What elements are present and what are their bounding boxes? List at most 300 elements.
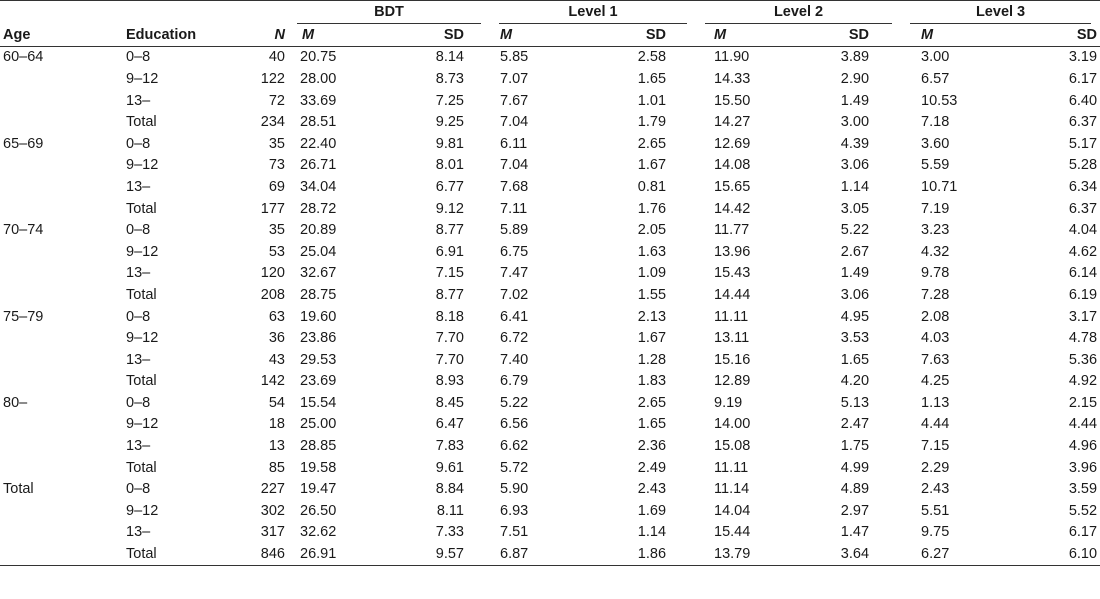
cell-level1-m: 5.22 xyxy=(500,394,529,411)
cell-education: 9–12 xyxy=(126,330,159,347)
cell-level1-m: 7.11 xyxy=(500,200,528,217)
cell-level2-sd: 2.90 xyxy=(840,70,870,87)
cell-level2-m: 14.42 xyxy=(714,200,751,217)
cell-age: Total xyxy=(3,481,34,498)
cell-bdt-sd: 9.12 xyxy=(435,200,464,217)
cell-level3-sd: 2.15 xyxy=(1068,394,1098,411)
cell-level2-m: 11.14 xyxy=(714,481,750,498)
cell-bdt-m: 28.51 xyxy=(300,114,337,131)
cell-level1-sd: 2.36 xyxy=(637,438,667,455)
cell-level2-m: 15.08 xyxy=(714,438,751,455)
cell-level1-sd: 0.81 xyxy=(637,178,667,195)
cell-level3-m: 2.08 xyxy=(921,308,950,325)
col-header-level3-m: M xyxy=(901,24,1001,46)
cell-age: 80– xyxy=(3,394,28,411)
table-row xyxy=(0,90,1100,112)
cell-bdt-m: 26.71 xyxy=(300,157,337,174)
cell-level1-sd: 2.58 xyxy=(637,49,667,66)
cell-level3-sd: 6.10 xyxy=(1001,543,1100,565)
cell-level1-sd: 2.65 xyxy=(637,394,667,411)
cell-level3-sd: 6.17 xyxy=(1068,70,1098,87)
cell-age xyxy=(0,457,110,479)
cell-age xyxy=(0,176,110,198)
cell-level2-m: 14.00 xyxy=(714,416,751,433)
cell-level2-m: 15.44 xyxy=(714,524,751,541)
cell-age xyxy=(0,327,110,349)
cell-bdt-sd: 9.57 xyxy=(390,543,490,565)
cell-level1-m: 6.79 xyxy=(500,373,529,390)
cell-level3-m: 9.75 xyxy=(921,524,950,541)
cell-level2-sd: 5.22 xyxy=(840,222,870,239)
cell-bdt-m: 23.86 xyxy=(300,330,337,347)
cell-bdt-sd: 8.01 xyxy=(435,157,464,174)
cell-n: 36 xyxy=(268,330,285,347)
cell-level3-sd: 4.78 xyxy=(1068,330,1098,347)
cell-level2-m: 12.69 xyxy=(714,135,751,152)
cell-level1-m: 6.87 xyxy=(490,543,590,565)
cell-level1-m: 7.68 xyxy=(500,178,529,195)
cell-n: 43 xyxy=(268,351,285,368)
cell-bdt-sd: 8.14 xyxy=(435,49,464,66)
cell-n: 234 xyxy=(260,114,285,131)
cell-education: 9–12 xyxy=(126,70,159,87)
cell-level3-sd: 6.17 xyxy=(1068,524,1098,541)
cell-bdt-m: 19.58 xyxy=(300,459,337,476)
cell-level1-m: 7.07 xyxy=(500,70,529,87)
cell-level2-m: 12.89 xyxy=(714,373,751,390)
cell-n: 302 xyxy=(260,502,285,519)
cell-level3-sd: 6.14 xyxy=(1068,265,1098,282)
cell-level1-sd: 1.28 xyxy=(637,351,667,368)
cell-level3-sd: 4.62 xyxy=(1068,243,1098,260)
table-row xyxy=(0,176,1100,198)
cell-level1-sd: 2.05 xyxy=(637,222,667,239)
cell-age xyxy=(0,414,110,436)
table-row xyxy=(0,392,1100,414)
group-header-row xyxy=(0,1,1100,25)
cell-level1-sd: 1.86 xyxy=(590,543,696,565)
cell-age xyxy=(0,435,110,457)
cell-bdt-m: 26.50 xyxy=(300,502,337,519)
cell-bdt-sd: 8.93 xyxy=(435,373,464,390)
cell-bdt-sd: 6.91 xyxy=(435,243,464,260)
cell-level3-m: 4.44 xyxy=(921,416,950,433)
cell-n: 63 xyxy=(268,308,285,325)
column-header-row xyxy=(0,24,1100,46)
cell-bdt-m: 23.69 xyxy=(300,373,337,390)
cell-bdt-sd: 7.70 xyxy=(435,351,464,368)
table-row xyxy=(0,414,1100,436)
cell-level2-m: 14.08 xyxy=(714,157,751,174)
cell-level1-m: 5.89 xyxy=(500,222,529,239)
cell-level2-m: 11.77 xyxy=(714,222,750,239)
table-row xyxy=(0,435,1100,457)
cell-level2-sd: 3.06 xyxy=(840,286,870,303)
cell-level1-m: 7.67 xyxy=(500,92,529,109)
cell-level2-m: 13.11 xyxy=(714,330,750,347)
table-row xyxy=(0,349,1100,371)
cell-level3-m: 10.71 xyxy=(921,178,958,195)
cell-level2-m: 13.79 xyxy=(696,543,796,565)
cell-level1-m: 7.40 xyxy=(500,351,529,368)
cell-level1-sd: 2.13 xyxy=(637,308,667,325)
cell-n: 40 xyxy=(268,49,285,66)
cell-bdt-m: 32.67 xyxy=(300,265,337,282)
col-header-level1-m: M xyxy=(490,24,590,46)
cell-level3-m: 9.78 xyxy=(921,265,950,282)
cell-level1-sd: 1.01 xyxy=(637,92,667,109)
cell-level1-m: 7.04 xyxy=(500,157,529,174)
cell-bdt-m: 28.75 xyxy=(300,286,337,303)
cell-level2-sd: 1.47 xyxy=(840,524,870,541)
cell-level2-sd: 1.49 xyxy=(840,265,870,282)
cell-bdt-m: 15.54 xyxy=(300,394,337,411)
cell-n: 122 xyxy=(260,70,285,87)
cell-level1-m: 5.90 xyxy=(500,481,529,498)
cell-level1-sd: 1.69 xyxy=(637,502,667,519)
cell-level1-sd: 1.63 xyxy=(637,243,667,260)
cell-level3-m: 7.15 xyxy=(921,438,950,455)
cell-bdt-sd: 6.77 xyxy=(435,178,464,195)
cell-level1-m: 6.75 xyxy=(500,243,529,260)
cell-education: Total xyxy=(126,200,157,217)
cell-education: 9–12 xyxy=(126,243,159,260)
cell-bdt-sd: 7.33 xyxy=(435,524,464,541)
table-row xyxy=(0,111,1100,133)
cell-age: 60–64 xyxy=(3,49,44,66)
cell-age xyxy=(0,284,110,306)
table-body xyxy=(0,46,1100,565)
cell-bdt-sd: 9.25 xyxy=(435,114,464,131)
cell-education: 0–8 xyxy=(126,135,151,152)
cell-level2-m: 14.44 xyxy=(714,286,751,303)
cell-level3-m: 2.43 xyxy=(921,481,950,498)
table-row xyxy=(0,46,1100,68)
cell-level3-sd: 3.59 xyxy=(1068,481,1098,498)
cell-age xyxy=(0,371,110,393)
cell-level3-m: 4.32 xyxy=(921,243,950,260)
cell-bdt-m: 19.60 xyxy=(300,308,337,325)
cell-bdt-sd: 9.81 xyxy=(435,135,464,152)
group-header-level-2: Level 2 xyxy=(696,1,901,25)
cell-education: Total xyxy=(126,114,157,131)
cell-level1-m: 7.51 xyxy=(500,524,529,541)
cell-level2-m: 15.65 xyxy=(714,178,751,195)
cell-level3-m: 7.19 xyxy=(921,200,950,217)
table-row xyxy=(0,219,1100,241)
cell-bdt-sd: 8.77 xyxy=(435,286,464,303)
cell-level3-m: 3.60 xyxy=(921,135,950,152)
table-row xyxy=(0,241,1100,263)
cell-level2-sd: 4.89 xyxy=(840,481,870,498)
cell-level3-sd: 3.96 xyxy=(1068,459,1098,476)
cell-level1-m: 6.56 xyxy=(500,416,529,433)
cell-level3-sd: 4.96 xyxy=(1068,438,1098,455)
cell-n: 177 xyxy=(260,200,285,217)
cell-n: 35 xyxy=(268,222,285,239)
cell-education: Total xyxy=(126,373,157,390)
table-row xyxy=(0,155,1100,177)
table-row xyxy=(0,478,1100,500)
cell-n: 53 xyxy=(268,243,285,260)
group-header-level-3: Level 3 xyxy=(901,1,1100,25)
cell-n: 72 xyxy=(268,92,285,109)
table-row xyxy=(0,306,1100,328)
cell-education: 9–12 xyxy=(126,502,159,519)
cell-bdt-m: 33.69 xyxy=(300,92,337,109)
cell-bdt-m: 22.40 xyxy=(300,135,337,152)
cell-n: 35 xyxy=(268,135,285,152)
cell-age xyxy=(0,241,110,263)
group-header-bdt: BDT xyxy=(288,1,490,25)
cell-bdt-m: 25.00 xyxy=(300,416,337,433)
cell-level3-sd: 5.52 xyxy=(1068,502,1098,519)
cell-level3-m: 2.29 xyxy=(921,459,950,476)
cell-level1-m: 7.02 xyxy=(500,286,529,303)
cell-bdt-m: 28.85 xyxy=(300,438,337,455)
cell-level3-sd: 5.17 xyxy=(1068,135,1098,152)
cell-education: 13– xyxy=(126,178,151,195)
cell-bdt-sd: 7.83 xyxy=(435,438,464,455)
cell-level2-m: 11.11 xyxy=(714,308,749,325)
col-header-level1-sd: SD xyxy=(590,24,696,46)
cell-level2-m: 14.33 xyxy=(714,70,751,87)
cell-level2-m: 14.27 xyxy=(714,114,751,131)
cell-level3-m: 6.27 xyxy=(901,543,1001,565)
cell-level1-sd: 1.55 xyxy=(637,286,667,303)
cell-n: 85 xyxy=(268,459,285,476)
cell-level3-sd: 4.04 xyxy=(1068,222,1098,239)
cell-level2-sd: 1.49 xyxy=(840,92,870,109)
cell-level2-sd: 4.39 xyxy=(840,135,870,152)
cell-level1-sd: 1.65 xyxy=(637,70,667,87)
cell-bdt-m: 26.91 xyxy=(288,543,390,565)
cell-bdt-sd: 7.70 xyxy=(435,330,464,347)
cell-level2-sd: 3.53 xyxy=(840,330,870,347)
cell-level2-sd: 4.95 xyxy=(840,308,870,325)
cell-level1-sd: 1.09 xyxy=(637,265,667,282)
cell-n: 13 xyxy=(268,438,285,455)
cell-level1-m: 6.41 xyxy=(500,308,529,325)
cell-level1-sd: 1.14 xyxy=(637,524,667,541)
cell-level1-sd: 1.83 xyxy=(637,373,667,390)
col-header-n: N xyxy=(240,24,288,46)
cell-level3-m: 7.28 xyxy=(921,286,950,303)
cell-bdt-sd: 9.61 xyxy=(435,459,464,476)
cell-level3-sd: 3.19 xyxy=(1068,49,1098,66)
cell-level2-sd: 2.97 xyxy=(840,502,870,519)
cell-level3-m: 1.13 xyxy=(921,394,950,411)
cell-age xyxy=(0,522,110,544)
cell-age xyxy=(0,111,110,133)
cell-education: Total xyxy=(110,543,240,565)
cell-n: 120 xyxy=(260,265,285,282)
table-row xyxy=(0,68,1100,90)
cell-level1-m: 6.62 xyxy=(500,438,529,455)
cell-level3-sd: 4.44 xyxy=(1068,416,1098,433)
cell-bdt-sd: 8.73 xyxy=(435,70,464,87)
cell-level3-m: 4.03 xyxy=(921,330,950,347)
cell-level1-m: 5.85 xyxy=(500,49,529,66)
cell-education: 0–8 xyxy=(126,222,151,239)
cell-level2-sd: 2.67 xyxy=(840,243,870,260)
cell-education: 13– xyxy=(126,351,151,368)
cell-n: 317 xyxy=(260,524,285,541)
cell-bdt-sd: 6.47 xyxy=(435,416,464,433)
cell-n: 208 xyxy=(260,286,285,303)
cell-education: 13– xyxy=(126,438,151,455)
cell-level1-m: 7.04 xyxy=(500,114,529,131)
cell-level3-m: 6.57 xyxy=(921,70,950,87)
cell-n: 54 xyxy=(268,394,285,411)
cell-education: 13– xyxy=(126,265,151,282)
cell-age xyxy=(0,543,110,565)
cell-age xyxy=(0,198,110,220)
cell-level3-m: 3.23 xyxy=(921,222,950,239)
cell-level3-sd: 6.37 xyxy=(1068,200,1098,217)
cell-age xyxy=(0,263,110,285)
cell-education: 0–8 xyxy=(126,481,151,498)
col-header-level3-sd: SD xyxy=(1001,24,1100,46)
col-header-level2-m: M xyxy=(696,24,796,46)
cell-level2-sd: 3.89 xyxy=(840,49,870,66)
cell-bdt-sd: 8.84 xyxy=(435,481,464,498)
cell-level3-sd: 4.92 xyxy=(1068,373,1098,390)
cell-bdt-m: 20.89 xyxy=(300,222,337,239)
table-row xyxy=(0,327,1100,349)
cell-education: 0–8 xyxy=(126,49,151,66)
cell-age xyxy=(0,349,110,371)
cell-bdt-m: 25.04 xyxy=(300,243,337,260)
cell-education: Total xyxy=(126,286,157,303)
cell-age xyxy=(0,90,110,112)
cell-level1-m: 6.93 xyxy=(500,502,529,519)
cell-level2-m: 9.19 xyxy=(714,394,743,411)
cell-education: 0–8 xyxy=(126,394,151,411)
cell-level1-sd: 1.79 xyxy=(637,114,667,131)
cell-age: 65–69 xyxy=(3,135,44,152)
table-row xyxy=(0,263,1100,285)
cell-age xyxy=(0,68,110,90)
table-row xyxy=(0,371,1100,393)
cell-level2-sd: 1.65 xyxy=(840,351,870,368)
cell-level2-sd: 3.64 xyxy=(796,543,901,565)
cell-level2-sd: 4.99 xyxy=(840,459,870,476)
col-header-education: Education xyxy=(110,24,240,46)
cell-n: 73 xyxy=(268,157,285,174)
cell-level2-m: 14.04 xyxy=(714,502,751,519)
cell-level2-sd: 3.05 xyxy=(840,200,870,217)
cell-level2-sd: 4.20 xyxy=(840,373,870,390)
cell-level2-sd: 1.75 xyxy=(840,438,870,455)
cell-bdt-m: 28.00 xyxy=(300,70,337,87)
cell-level2-m: 11.90 xyxy=(714,49,750,66)
cell-level3-sd: 6.34 xyxy=(1068,178,1098,195)
cell-level3-sd: 5.36 xyxy=(1068,351,1098,368)
cell-education: 9–12 xyxy=(126,157,159,174)
cell-bdt-m: 29.53 xyxy=(300,351,337,368)
col-header-bdt-m: M xyxy=(288,24,390,46)
cell-bdt-sd: 7.25 xyxy=(435,92,464,109)
cell-n: 69 xyxy=(268,178,285,195)
cell-level1-m: 5.72 xyxy=(500,459,529,476)
cell-level1-m: 6.72 xyxy=(500,330,529,347)
cell-education: 13– xyxy=(126,92,151,109)
table-row xyxy=(0,133,1100,155)
cell-bdt-m: 19.47 xyxy=(300,481,337,498)
cell-bdt-sd: 8.18 xyxy=(435,308,464,325)
table-row xyxy=(0,198,1100,220)
cell-level3-sd: 6.19 xyxy=(1068,286,1098,303)
table-row xyxy=(0,457,1100,479)
cell-level2-sd: 3.06 xyxy=(840,157,870,174)
cell-level3-sd: 6.37 xyxy=(1068,114,1098,131)
cell-bdt-sd: 8.77 xyxy=(435,222,464,239)
table-row xyxy=(0,522,1100,544)
cell-bdt-m: 34.04 xyxy=(300,178,337,195)
cell-n: 846 xyxy=(240,543,288,565)
cell-bdt-sd: 8.11 xyxy=(436,502,464,519)
cell-level1-m: 6.11 xyxy=(500,135,528,152)
cell-level1-sd: 1.76 xyxy=(637,200,667,217)
cell-age: 70–74 xyxy=(3,222,44,239)
cell-n: 227 xyxy=(260,481,285,498)
cell-education: Total xyxy=(126,459,157,476)
cell-level3-m: 7.18 xyxy=(921,114,950,131)
cell-level3-m: 10.53 xyxy=(921,92,958,109)
cell-level3-sd: 3.17 xyxy=(1068,308,1098,325)
cell-level2-m: 13.96 xyxy=(714,243,751,260)
cell-level2-m: 15.50 xyxy=(714,92,751,109)
cell-level2-m: 11.11 xyxy=(714,459,749,476)
cell-level3-m: 5.51 xyxy=(921,502,950,519)
table-row xyxy=(0,500,1100,522)
cell-level2-sd: 1.14 xyxy=(840,178,870,195)
cell-bdt-sd: 7.15 xyxy=(435,265,464,282)
cell-level1-sd: 1.67 xyxy=(637,330,667,347)
cell-level2-m: 15.43 xyxy=(714,265,751,282)
cell-education: 13– xyxy=(126,524,151,541)
cell-level3-m: 4.25 xyxy=(921,373,950,390)
cell-bdt-m: 20.75 xyxy=(300,49,337,66)
cell-level1-m: 7.47 xyxy=(500,265,529,282)
group-header-level-1: Level 1 xyxy=(490,1,696,25)
cell-level2-sd: 2.47 xyxy=(840,416,870,433)
cell-level3-m: 5.59 xyxy=(921,157,950,174)
cell-level1-sd: 1.67 xyxy=(637,157,667,174)
table-row xyxy=(0,284,1100,306)
cell-level3-sd: 6.40 xyxy=(1068,92,1098,109)
cell-bdt-m: 28.72 xyxy=(300,200,337,217)
cell-age: 75–79 xyxy=(3,308,44,325)
cell-level2-sd: 5.13 xyxy=(840,394,870,411)
cell-level3-m: 7.63 xyxy=(921,351,950,368)
cell-bdt-m: 32.62 xyxy=(300,524,337,541)
col-header-level2-sd: SD xyxy=(796,24,901,46)
cell-level1-sd: 2.43 xyxy=(637,481,667,498)
cell-age xyxy=(0,155,110,177)
cell-n: 142 xyxy=(260,373,285,390)
cell-age xyxy=(0,500,110,522)
cell-level1-sd: 1.65 xyxy=(637,416,667,433)
col-header-bdt-sd: SD xyxy=(390,24,490,46)
cell-n: 18 xyxy=(268,416,285,433)
cell-education: 9–12 xyxy=(126,416,159,433)
col-header-age: Age xyxy=(0,24,110,46)
cell-bdt-sd: 8.45 xyxy=(435,394,464,411)
cell-level3-m: 3.00 xyxy=(921,49,950,66)
cell-level3-sd: 5.28 xyxy=(1068,157,1098,174)
